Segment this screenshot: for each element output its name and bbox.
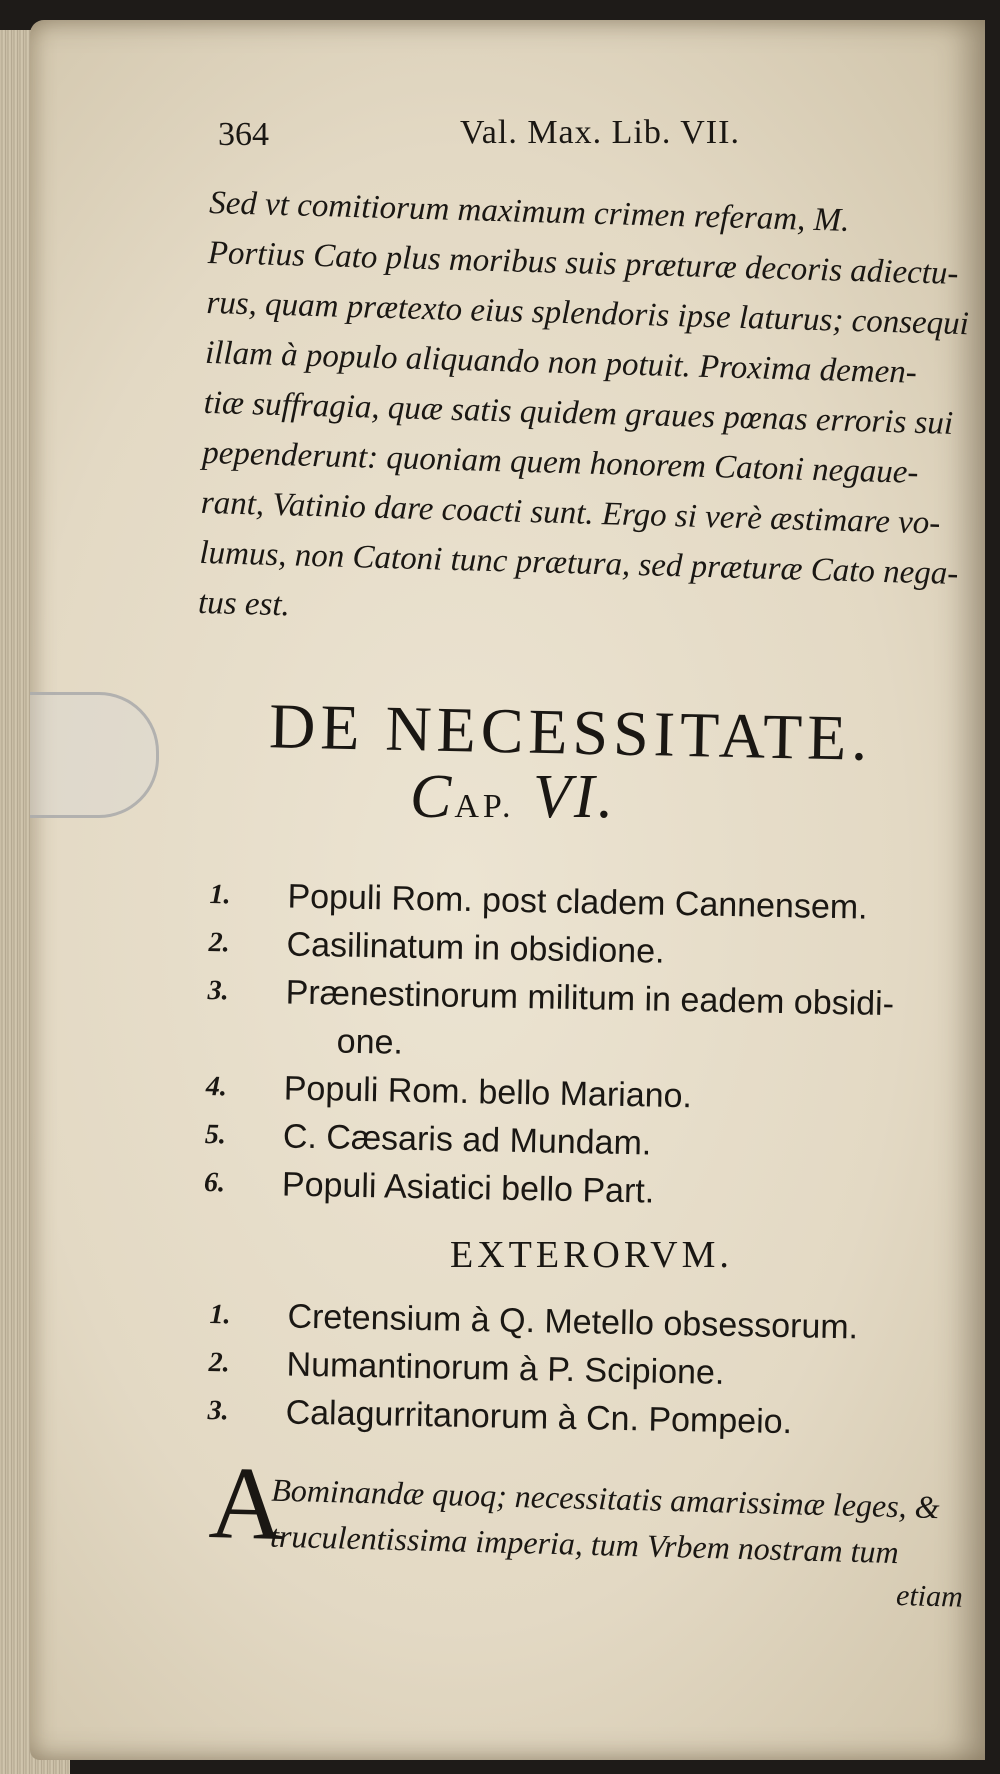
item-number: 1.: [209, 1298, 231, 1331]
item-text: Prænestinorum militum in eadem obsidi-: [285, 973, 895, 1024]
prose-line: tus est.: [197, 584, 291, 624]
catchword: etiam: [895, 1579, 964, 1614]
item-number: 5.: [204, 1118, 227, 1151]
opening-paragraph: [207, 1445, 980, 1615]
drop-cap: A: [207, 1445, 286, 1562]
chapter-cap-small: AP.: [454, 788, 515, 825]
item-number: 3.: [207, 1394, 229, 1427]
page-content: [197, 108, 980, 1614]
chapter-contents: [204, 871, 980, 1222]
prose-line: pependerunt: quoniam quem honorem Catoni negaue-: [201, 434, 919, 491]
item-number: 1.: [209, 878, 231, 911]
item-text: C. Cæsaris ad Mundam.: [282, 1117, 652, 1163]
item-text: Populi Asiatici bello Part.: [281, 1165, 655, 1211]
prose-line: rant, Vatinio dare coacti sunt. Ergo si verè æstimare vo-: [200, 484, 941, 542]
item-text: Populi Rom. post cladem Cannensem.: [287, 877, 868, 927]
prose-line: Portius Cato plus moribus suis præturæ decoris adiectu-: [207, 234, 959, 292]
paragraph-line: truculentissima imperia, tum Vrbem nostram tum: [269, 1517, 900, 1571]
item-text: Casilinatum in obsidione.: [286, 925, 665, 971]
prose-paragraph: [197, 178, 979, 649]
page-header: [210, 108, 980, 160]
chapter-title: DE NECESSITATE.: [268, 690, 874, 774]
item-number: 2.: [208, 1346, 230, 1379]
prose-line: illam à populo aliquando non potuit. Proxima demen-: [204, 334, 918, 391]
prose-line: Sed vt comitiorum maximum crimen referam, M.: [208, 184, 850, 239]
paragraph-line: Bominandæ quoq; necessitatis amarissimæ leges, &: [270, 1471, 941, 1526]
item-number: 3.: [207, 974, 229, 1007]
running-head: Val. Max. Lib. VII.: [460, 114, 740, 151]
item-text: Calagurritanorum à Cn. Pompeio.: [285, 1393, 793, 1442]
item-text: Cretensium à Q. Metello obsessorum.: [287, 1297, 859, 1347]
chapter-cap-prefix: C: [410, 763, 455, 831]
prose-line: tiæ suffragia, quæ satis quidem graues pœnas erroris sui: [203, 384, 954, 442]
item-text: Populi Rom. bello Mariano.: [283, 1069, 693, 1116]
prose-line: lumus, non Catoni tunc prætura, sed præturæ Cato nega-: [199, 534, 959, 593]
item-number: 2.: [208, 926, 230, 959]
prose-line: rus, quam prætexto eius splendoris ipse laturus; consequi: [206, 284, 970, 343]
item-text: Numantinorum à P. Scipione.: [286, 1345, 725, 1392]
bookmark-clip: [30, 692, 159, 818]
exterorum-contents: [207, 1291, 980, 1450]
exterorum-heading: EXTERORVM.: [450, 1234, 733, 1276]
item-number: 4.: [205, 1070, 228, 1103]
item-number: 6.: [203, 1166, 226, 1199]
chapter-numeral: VI.: [533, 763, 617, 831]
page-number: 364: [218, 116, 269, 153]
item-continuation: one.: [336, 1022, 404, 1062]
